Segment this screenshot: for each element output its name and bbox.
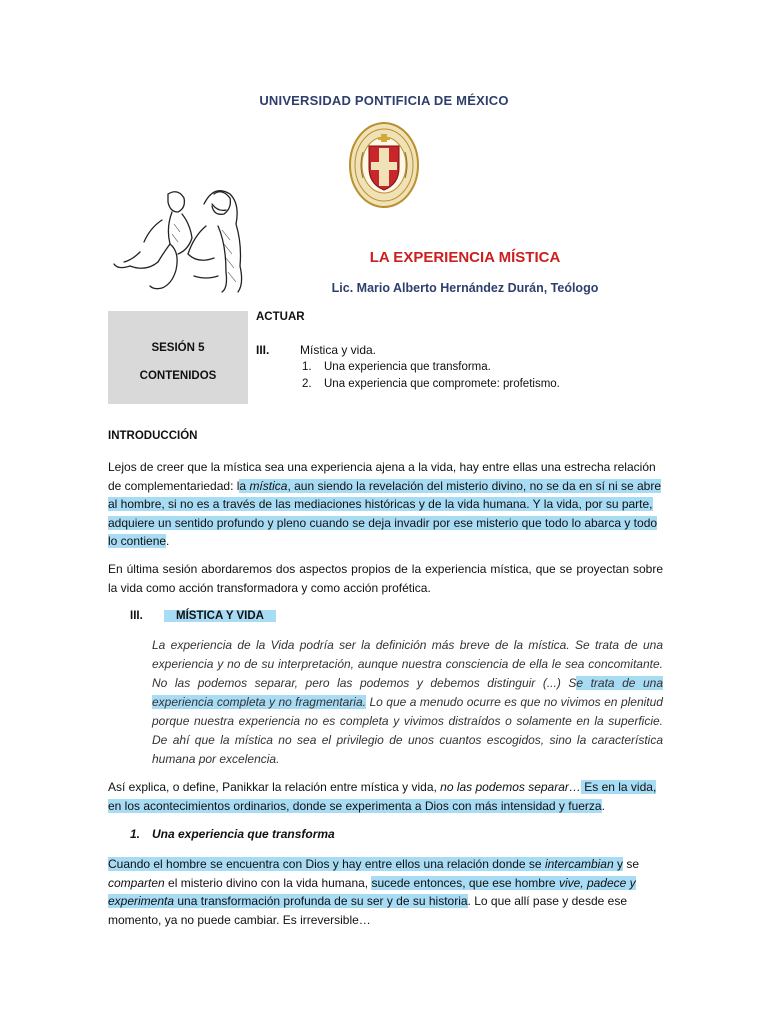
illustration-sketch bbox=[110, 180, 252, 295]
paragraph-4: Cuando el hombre se encuentra con Dios y hay entre ellos una relación donde se intercambian y se comparten el misterio divino con la vida humana, sucede entonces, que ese hombre vive, padece y experimenta una transformación profunda de su ser y de su historia. Lo que allí pase y desde ese momento, ya no puede cambiar. Es irreversible… bbox=[108, 857, 640, 927]
author-line: Lic. Mario Alberto Hernández Durán, Teólogo bbox=[331, 281, 599, 295]
intro-paragraph-2: En última sesión abordaremos dos aspectos propios de la experiencia mística, que se proyectan sobre la vida como acción transformadora y como acción profética. bbox=[108, 562, 663, 595]
contents-item: 2. Una experiencia que compromete: profetismo. bbox=[302, 378, 560, 390]
section-title: MÍSTICA Y VIDA bbox=[164, 610, 276, 622]
panikkar-quote: La experiencia de la Vida podría ser la definición más breve de la mística. Se trata de una experiencia y no de su interpretación, aunque nuestra consciencia de ella le sea concomitante. No las podemos separar, pero las podemos y debemos distinguir (...) Se trata de una experiencia completa y no fragmentaria. Lo que a menudo ocurre es que no vivimos en plenitud porque nuestra experiencia no es completa y vivimos distraídos o solamente en la superficie. De ahí que la mística no sea el privilegio de unos cuantos escogidos, sino la característica humana por excelencia. bbox=[152, 638, 664, 766]
actuar-heading: ACTUAR bbox=[256, 311, 305, 323]
subsection-heading: 1. Una experiencia que transforma bbox=[130, 827, 335, 841]
document-title: LA EXPERIENCIA MÍSTICA bbox=[369, 249, 561, 266]
university-seal-logo bbox=[349, 122, 419, 208]
session-label: SESIÓN 5 bbox=[151, 342, 205, 354]
contents-section-num: III. bbox=[256, 343, 270, 357]
university-name: UNIVERSIDAD PONTIFICIA DE MÉXICO bbox=[259, 93, 509, 108]
contents-section-title: Mística y vida. bbox=[300, 343, 377, 357]
section-num: III. bbox=[130, 610, 143, 622]
session-box bbox=[108, 311, 248, 404]
contents-item: 1. Una experiencia que transforma. bbox=[302, 361, 491, 373]
paragraph-3: Así explica, o define, Panikkar la relación entre mística y vida, no las podemos separar… Es en la vida, en los acontecimientos ordinarios, donde se experimenta a Dios con más intensidad y fuerza. bbox=[108, 780, 657, 813]
intro-paragraph-1: Lejos de creer que la mística sea una experiencia ajena a la vida, hay entre ellas una estrecha relación de complementariedad: la mística, aun siendo la revelación del misterio divino, no se da en sí ni se abre al hombre, si no es a través de las mediaciones históricas y de la vida humana. Y la vida, por su parte, adquiere un sentido profundo y pleno cuando se deja invadir por ese misterio que todo lo abarca y todo lo contiene. bbox=[108, 460, 662, 548]
contents-label: CONTENIDOS bbox=[139, 370, 217, 382]
intro-heading: INTRODUCCIÓN bbox=[108, 430, 198, 442]
